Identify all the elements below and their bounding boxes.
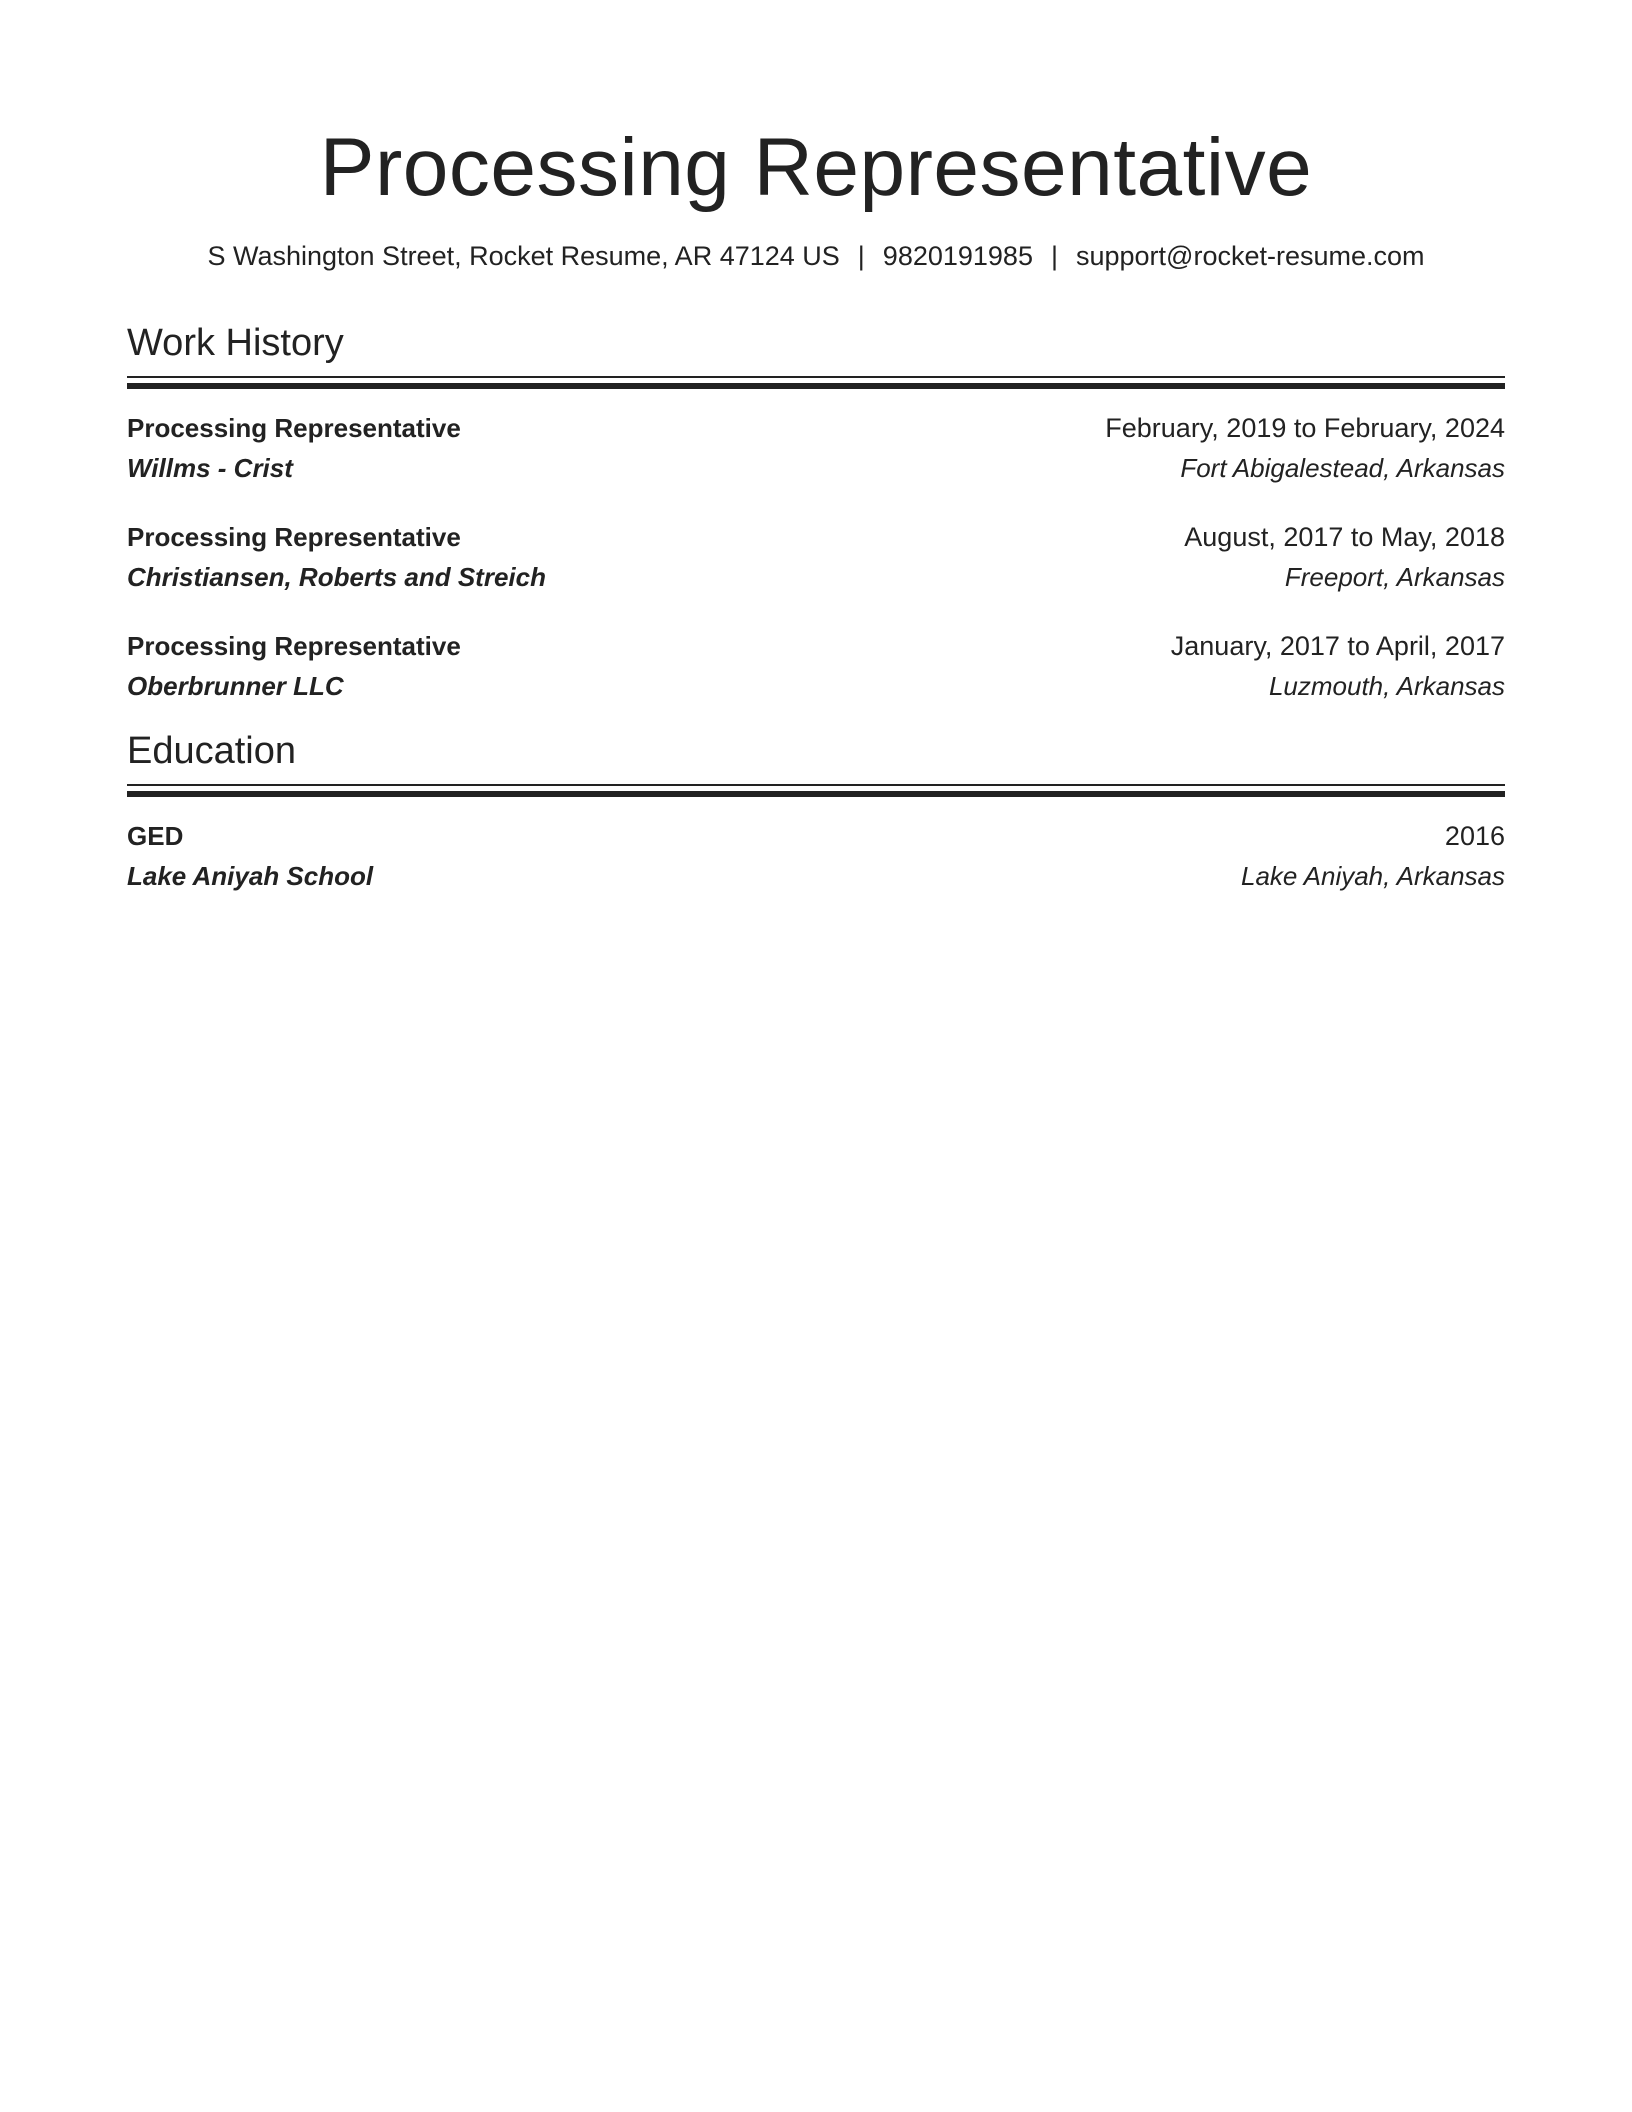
section-divider (127, 784, 1505, 798)
school-name: Lake Aniyah School (127, 860, 374, 891)
work-entry (127, 517, 1505, 597)
degree-name: GED (127, 820, 184, 851)
job-title: Processing Representative (127, 521, 461, 552)
job-location: Fort Abigalestead, Arkansas (1180, 452, 1505, 483)
divider-thick-line (127, 383, 1505, 389)
divider-thin-line (127, 376, 1505, 378)
school-location: Lake Aniyah, Arkansas (1241, 860, 1505, 891)
contact-address: S Washington Street, Rocket Resume, AR 47124 US (207, 241, 840, 271)
divider-thin-line (127, 784, 1505, 786)
education-section (127, 726, 1505, 896)
work-history-section (127, 318, 1505, 706)
contact-separator: | (857, 241, 865, 271)
job-dates: January, 2017 to April, 2017 (1170, 630, 1505, 661)
company-name: Christiansen, Roberts and Streich (127, 561, 546, 592)
company-name: Willms - Crist (127, 452, 293, 483)
job-location: Freeport, Arkansas (1284, 561, 1505, 592)
education-year: 2016 (1444, 820, 1505, 851)
work-entry (127, 408, 1505, 488)
contact-phone: 9820191985 (882, 241, 1033, 271)
resume-title: Processing Representative (319, 122, 1313, 213)
company-name: Oberbrunner LLC (127, 670, 344, 701)
section-divider (127, 376, 1505, 390)
contact-email: support@rocket-resume.com (1075, 241, 1425, 271)
section-heading-work-history: Work History (127, 322, 344, 364)
education-entry (127, 816, 1505, 896)
job-dates: February, 2019 to February, 2024 (1105, 412, 1505, 443)
job-dates: August, 2017 to May, 2018 (1184, 521, 1505, 552)
work-entry (127, 626, 1505, 706)
contact-separator: | (1050, 241, 1058, 271)
job-title: Processing Representative (127, 630, 461, 661)
job-title: Processing Representative (127, 412, 461, 443)
section-heading-education: Education (127, 730, 297, 772)
contact-line (127, 236, 1505, 276)
job-location: Luzmouth, Arkansas (1268, 670, 1505, 701)
divider-thick-line (127, 791, 1505, 797)
